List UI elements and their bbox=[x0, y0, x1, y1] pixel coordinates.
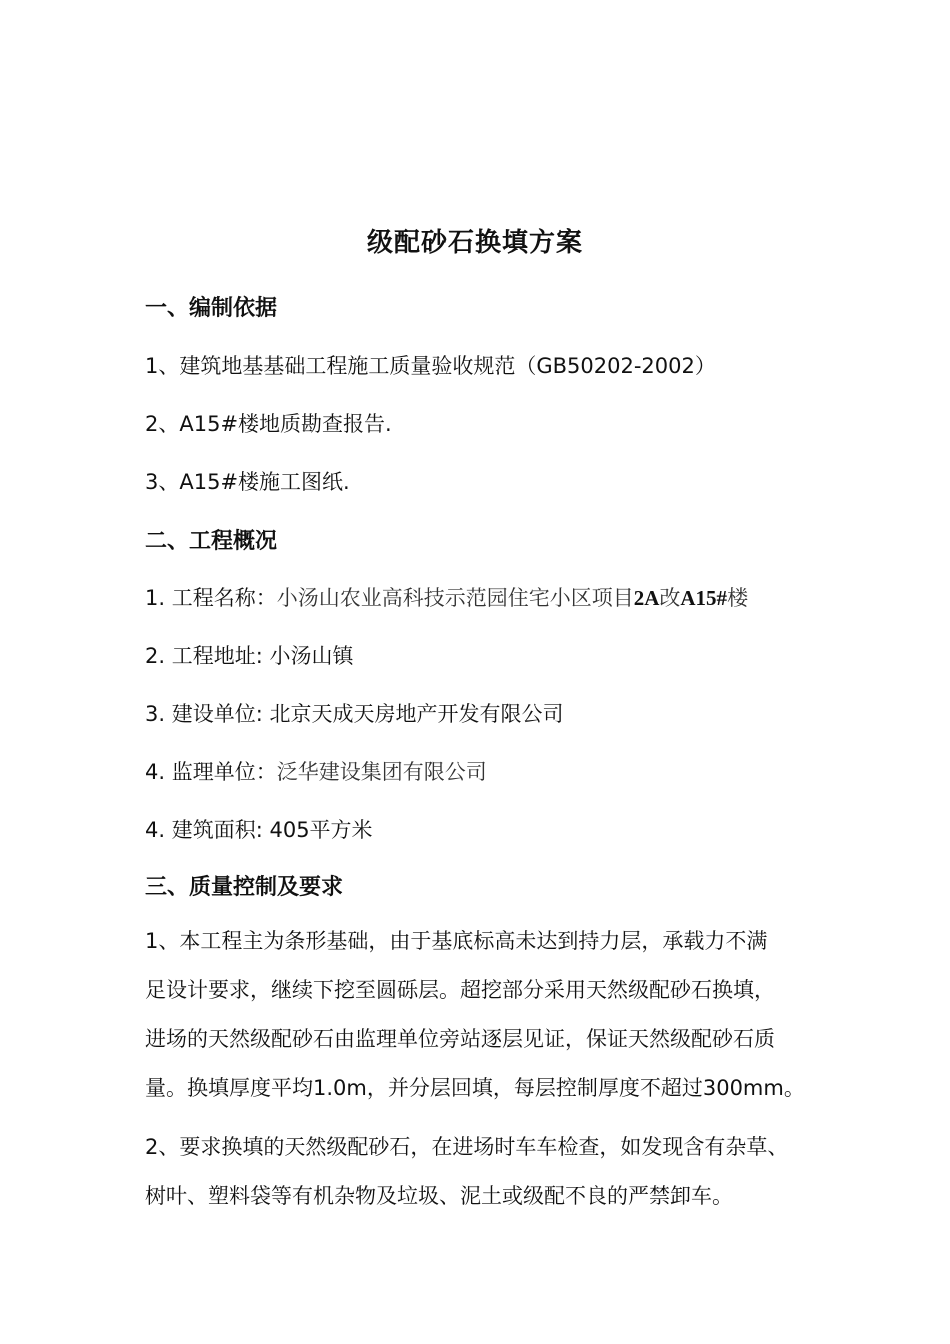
requirement-paragraph bbox=[145, 1123, 810, 1221]
paragraph-line: 树叶、塑料袋等有机杂物及垃圾、泥土或级配不良的严禁卸车。 bbox=[145, 1184, 733, 1208]
overview-item-label: 3. 建设单位: bbox=[145, 702, 270, 726]
basis-item: 1、建筑地基基础工程施工质量验收规范（GB50202-2002） bbox=[145, 354, 716, 378]
paragraph-line: 1、本工程主为条形基础，由于基底标高未达到持力层，承载力不满 bbox=[145, 929, 768, 953]
document-title: 级配砂石换填方案 bbox=[366, 228, 583, 258]
paragraph-line: 量。换填厚度平均1.0m，并分层回填，每层控制厚度不超过300mm。 bbox=[145, 1076, 805, 1100]
section-heading-overview: 二、工程概况 bbox=[145, 529, 278, 554]
overview-item-value: 泛华建设集团有限公司 bbox=[276, 760, 487, 784]
overview-item-value-bold: 2A bbox=[633, 586, 660, 610]
paragraph-line: 足设计要求，继续下挖至圆砾层。超挖部分采用天然级配砂石换填， bbox=[145, 978, 775, 1002]
overview-item-value: 北京天成天房地产开发有限公司 bbox=[269, 702, 564, 726]
overview-item-label: 4. 监理单位： bbox=[145, 760, 277, 784]
overview-item-value: 改 bbox=[659, 586, 681, 610]
overview-item-area bbox=[145, 814, 373, 844]
basis-item: 2、A15#楼地质勘查报告. bbox=[145, 412, 392, 436]
overview-item-value: 楼 bbox=[727, 586, 749, 610]
overview-item-supervisor bbox=[145, 756, 487, 786]
overview-item-value-bold: A15# bbox=[680, 586, 728, 610]
overview-item-developer bbox=[145, 698, 563, 728]
paragraph-line: 2、要求换填的天然级配砂石，在进场时车车检查，如发现含有杂草、 bbox=[145, 1135, 789, 1159]
overview-item-label: 4. 建筑面积: bbox=[145, 818, 270, 842]
overview-item-label: 2. 工程地址: bbox=[145, 644, 270, 668]
overview-item-value: 405平方米 bbox=[269, 818, 373, 842]
overview-item-address bbox=[145, 640, 353, 670]
section-heading-basis: 一、编制依据 bbox=[145, 296, 278, 321]
paragraph-line: 进场的天然级配砂石由监理单位旁站逐层见证，保证天然级配砂石质 bbox=[145, 1027, 775, 1051]
overview-item-value: 小汤山农业高科技示范园住宅小区项目 bbox=[276, 586, 634, 610]
overview-item-label: 1. 工程名称： bbox=[145, 586, 277, 610]
requirement-paragraph bbox=[145, 917, 810, 1113]
overview-item-project-name bbox=[145, 582, 748, 612]
basis-item: 3、A15#楼施工图纸. bbox=[145, 470, 350, 494]
overview-item-value: 小汤山镇 bbox=[269, 644, 354, 668]
section-heading-quality: 三、质量控制及要求 bbox=[145, 875, 344, 900]
